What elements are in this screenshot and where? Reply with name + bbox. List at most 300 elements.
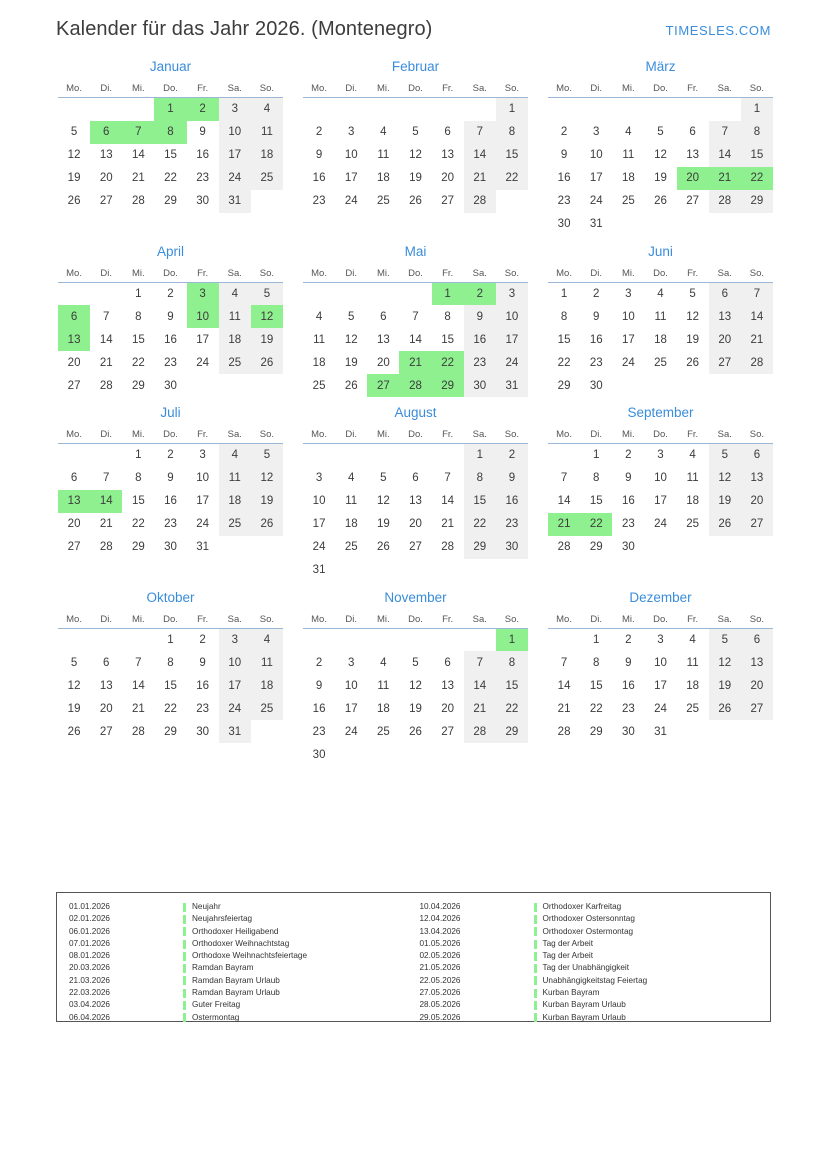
day-cell[interactable]: 11 bbox=[219, 467, 251, 490]
day-cell[interactable]: 6 bbox=[444, 656, 451, 669]
day-cell[interactable]: 11 bbox=[251, 121, 283, 144]
day-cell[interactable]: 24 bbox=[496, 351, 528, 374]
day-cell[interactable]: 4 bbox=[380, 656, 387, 669]
day-cell[interactable]: 30 bbox=[557, 218, 571, 230]
day-cell[interactable]: 19 bbox=[709, 490, 741, 513]
day-cell[interactable]: 30 bbox=[196, 725, 210, 738]
day-cell[interactable]: 30 bbox=[164, 379, 177, 392]
day-cell[interactable]: 18 bbox=[251, 674, 283, 697]
day-cell[interactable]: 15 bbox=[131, 333, 145, 346]
day-cell[interactable]: 3 bbox=[315, 472, 323, 484]
day-cell[interactable]: 19 bbox=[409, 172, 422, 184]
day-cell[interactable]: 5 bbox=[380, 472, 387, 484]
day-cell[interactable]: 28 bbox=[131, 195, 145, 207]
day-cell[interactable]: 7 bbox=[560, 656, 568, 669]
day-cell[interactable]: 4 bbox=[380, 126, 387, 138]
day-cell[interactable]: 27 bbox=[709, 351, 741, 374]
day-cell[interactable]: 31 bbox=[219, 720, 251, 743]
day-cell[interactable]: 17 bbox=[196, 495, 210, 507]
day-cell[interactable]: 22 bbox=[464, 513, 496, 536]
day-cell[interactable]: 25 bbox=[344, 541, 358, 553]
day-cell[interactable]: 14 bbox=[409, 333, 422, 346]
day-cell[interactable]: 10 bbox=[654, 472, 667, 484]
day-cell[interactable]: 6 bbox=[689, 126, 696, 138]
day-cell[interactable]: 12 bbox=[251, 305, 283, 328]
day-cell[interactable]: 25 bbox=[219, 513, 251, 536]
day-cell[interactable]: 8 bbox=[741, 121, 773, 144]
day-cell[interactable]: 20 bbox=[441, 702, 455, 715]
day-cell[interactable]: 2 bbox=[464, 282, 496, 305]
day-cell[interactable]: 13 bbox=[686, 149, 700, 161]
day-cell[interactable]: 31 bbox=[496, 374, 528, 397]
day-cell[interactable]: 3 bbox=[625, 287, 632, 300]
day-cell[interactable]: 4 bbox=[657, 287, 664, 300]
day-cell[interactable]: 20 bbox=[99, 702, 113, 715]
day-cell[interactable]: 21 bbox=[131, 172, 145, 184]
day-cell[interactable]: 23 bbox=[464, 351, 496, 374]
day-cell[interactable]: 6 bbox=[412, 472, 419, 484]
day-cell[interactable]: 15 bbox=[164, 149, 177, 161]
day-cell[interactable]: 21 bbox=[548, 513, 580, 536]
day-cell[interactable]: 5 bbox=[70, 656, 78, 669]
day-cell[interactable]: 30 bbox=[312, 748, 326, 761]
day-cell[interactable]: 20 bbox=[67, 518, 81, 530]
day-cell[interactable]: 11 bbox=[377, 679, 390, 692]
day-cell[interactable]: 5 bbox=[412, 656, 419, 669]
day-cell[interactable]: 15 bbox=[496, 674, 528, 697]
day-cell[interactable]: 18 bbox=[376, 172, 390, 184]
day-cell[interactable]: 12 bbox=[409, 149, 422, 161]
day-cell[interactable]: 18 bbox=[686, 679, 700, 692]
day-cell[interactable]: 10 bbox=[187, 305, 219, 328]
day-cell[interactable]: 13 bbox=[709, 305, 741, 328]
day-cell[interactable]: 24 bbox=[219, 697, 251, 720]
day-cell[interactable]: 26 bbox=[251, 513, 283, 536]
day-cell[interactable]: 3 bbox=[496, 282, 528, 305]
day-cell[interactable]: 27 bbox=[686, 195, 700, 207]
day-cell[interactable]: 17 bbox=[344, 172, 358, 184]
day-cell[interactable]: 23 bbox=[557, 195, 571, 207]
day-cell[interactable]: 23 bbox=[589, 356, 603, 369]
day-cell[interactable]: 26 bbox=[344, 379, 358, 392]
day-cell[interactable]: 22 bbox=[557, 356, 571, 369]
day-cell[interactable]: 19 bbox=[686, 333, 700, 346]
day-cell[interactable]: 14 bbox=[709, 144, 741, 167]
day-cell[interactable]: 25 bbox=[686, 702, 700, 715]
day-cell[interactable]: 17 bbox=[621, 333, 635, 346]
day-cell[interactable]: 14 bbox=[557, 495, 571, 507]
day-cell[interactable]: 6 bbox=[741, 444, 773, 467]
day-cell[interactable]: 17 bbox=[654, 495, 667, 507]
day-cell[interactable]: 6 bbox=[741, 628, 773, 651]
day-cell[interactable]: 5 bbox=[348, 310, 355, 323]
day-cell[interactable]: 3 bbox=[348, 656, 355, 669]
day-cell[interactable]: 6 bbox=[90, 121, 122, 144]
day-cell[interactable]: 10 bbox=[219, 651, 251, 674]
day-cell[interactable]: 2 bbox=[187, 98, 219, 121]
day-cell[interactable]: 6 bbox=[380, 310, 387, 323]
day-cell[interactable]: 14 bbox=[741, 305, 773, 328]
day-cell[interactable]: 9 bbox=[625, 472, 632, 484]
day-cell[interactable]: 18 bbox=[344, 518, 358, 530]
day-cell[interactable]: 6 bbox=[58, 305, 90, 328]
day-cell[interactable]: 15 bbox=[441, 333, 455, 346]
day-cell[interactable]: 17 bbox=[589, 172, 603, 184]
day-cell[interactable]: 14 bbox=[464, 674, 496, 697]
day-cell[interactable]: 30 bbox=[464, 374, 496, 397]
day-cell[interactable]: 26 bbox=[251, 351, 283, 374]
day-cell[interactable]: 22 bbox=[580, 513, 612, 536]
day-cell[interactable]: 21 bbox=[709, 167, 741, 190]
day-cell[interactable]: 2 bbox=[199, 633, 206, 646]
day-cell[interactable]: 7 bbox=[122, 121, 154, 144]
day-cell[interactable]: 9 bbox=[625, 656, 632, 669]
day-cell[interactable]: 9 bbox=[167, 472, 174, 484]
day-cell[interactable]: 30 bbox=[589, 379, 603, 392]
day-cell[interactable]: 1 bbox=[741, 98, 773, 121]
day-cell[interactable]: 17 bbox=[496, 328, 528, 351]
day-cell[interactable]: 20 bbox=[741, 490, 773, 513]
day-cell[interactable]: 2 bbox=[560, 126, 568, 138]
day-cell[interactable]: 21 bbox=[131, 702, 145, 715]
day-cell[interactable]: 31 bbox=[312, 564, 326, 576]
day-cell[interactable]: 8 bbox=[444, 310, 451, 323]
day-cell[interactable]: 29 bbox=[164, 195, 177, 207]
day-cell[interactable]: 20 bbox=[67, 356, 81, 369]
day-cell[interactable]: 1 bbox=[496, 628, 528, 651]
day-cell[interactable]: 9 bbox=[315, 679, 323, 692]
day-cell[interactable]: 8 bbox=[593, 656, 600, 669]
day-cell[interactable]: 13 bbox=[99, 679, 113, 692]
day-cell[interactable]: 26 bbox=[709, 697, 741, 720]
day-cell[interactable]: 26 bbox=[376, 541, 390, 553]
day-cell[interactable]: 7 bbox=[444, 472, 451, 484]
day-cell[interactable]: 23 bbox=[164, 518, 177, 530]
day-cell[interactable]: 12 bbox=[409, 679, 422, 692]
day-cell[interactable]: 12 bbox=[709, 467, 741, 490]
day-cell[interactable]: 23 bbox=[164, 356, 177, 369]
day-cell[interactable]: 30 bbox=[496, 536, 528, 559]
day-cell[interactable]: 15 bbox=[496, 144, 528, 167]
day-cell[interactable]: 22 bbox=[131, 356, 145, 369]
day-cell[interactable]: 8 bbox=[135, 472, 142, 484]
day-cell[interactable]: 12 bbox=[67, 679, 81, 692]
day-cell[interactable]: 11 bbox=[219, 305, 251, 328]
day-cell[interactable]: 5 bbox=[657, 126, 664, 138]
day-cell[interactable]: 4 bbox=[219, 282, 251, 305]
day-cell[interactable]: 11 bbox=[686, 656, 699, 669]
day-cell[interactable]: 14 bbox=[99, 333, 113, 346]
day-cell[interactable]: 12 bbox=[251, 467, 283, 490]
day-cell[interactable]: 20 bbox=[677, 167, 709, 190]
day-cell[interactable]: 21 bbox=[441, 518, 455, 530]
day-cell[interactable]: 21 bbox=[99, 518, 113, 530]
day-cell[interactable]: 1 bbox=[464, 444, 496, 467]
day-cell[interactable]: 19 bbox=[654, 172, 667, 184]
day-cell[interactable]: 24 bbox=[344, 725, 358, 738]
day-cell[interactable]: 7 bbox=[560, 472, 568, 484]
day-cell[interactable]: 30 bbox=[621, 725, 635, 738]
day-cell[interactable]: 19 bbox=[344, 356, 358, 369]
day-cell[interactable]: 24 bbox=[344, 195, 358, 207]
day-cell[interactable]: 18 bbox=[219, 328, 251, 351]
day-cell[interactable]: 22 bbox=[432, 351, 464, 374]
day-cell[interactable]: 13 bbox=[58, 328, 90, 351]
day-cell[interactable]: 2 bbox=[593, 287, 600, 300]
day-cell[interactable]: 5 bbox=[709, 628, 741, 651]
day-cell[interactable]: 21 bbox=[464, 697, 496, 720]
day-cell[interactable]: 9 bbox=[464, 305, 496, 328]
day-cell[interactable]: 25 bbox=[686, 518, 700, 530]
day-cell[interactable]: 28 bbox=[557, 541, 571, 553]
day-cell[interactable]: 4 bbox=[625, 126, 632, 138]
day-cell[interactable]: 18 bbox=[219, 490, 251, 513]
day-cell[interactable]: 8 bbox=[464, 467, 496, 490]
day-cell[interactable]: 23 bbox=[196, 702, 210, 715]
day-cell[interactable]: 11 bbox=[377, 149, 390, 161]
day-cell[interactable]: 16 bbox=[164, 495, 177, 507]
day-cell[interactable]: 25 bbox=[251, 167, 283, 190]
day-cell[interactable]: 19 bbox=[376, 518, 390, 530]
day-cell[interactable]: 27 bbox=[441, 725, 455, 738]
day-cell[interactable]: 22 bbox=[496, 697, 528, 720]
day-cell[interactable]: 3 bbox=[199, 449, 206, 462]
day-cell[interactable]: 21 bbox=[464, 167, 496, 190]
day-cell[interactable]: 11 bbox=[622, 149, 635, 161]
day-cell[interactable]: 27 bbox=[67, 379, 81, 392]
day-cell[interactable]: 9 bbox=[560, 149, 568, 161]
day-cell[interactable]: 31 bbox=[196, 541, 210, 553]
day-cell[interactable]: 29 bbox=[496, 720, 528, 743]
day-cell[interactable]: 17 bbox=[344, 702, 358, 715]
day-cell[interactable]: 22 bbox=[164, 702, 177, 715]
day-cell[interactable]: 25 bbox=[251, 697, 283, 720]
day-cell[interactable]: 9 bbox=[199, 126, 206, 138]
day-cell[interactable]: 28 bbox=[441, 541, 455, 553]
day-cell[interactable]: 14 bbox=[90, 490, 122, 513]
day-cell[interactable]: 30 bbox=[621, 541, 635, 553]
day-cell[interactable]: 17 bbox=[312, 518, 326, 530]
day-cell[interactable]: 1 bbox=[560, 287, 568, 300]
day-cell[interactable]: 2 bbox=[625, 449, 632, 462]
day-cell[interactable]: 5 bbox=[412, 126, 419, 138]
day-cell[interactable]: 7 bbox=[135, 656, 142, 669]
day-cell[interactable]: 3 bbox=[593, 126, 600, 138]
day-cell[interactable]: 27 bbox=[99, 195, 113, 207]
day-cell[interactable]: 7 bbox=[412, 310, 419, 323]
day-cell[interactable]: 10 bbox=[344, 679, 358, 692]
day-cell[interactable]: 26 bbox=[409, 195, 422, 207]
day-cell[interactable]: 28 bbox=[399, 374, 431, 397]
day-cell[interactable]: 20 bbox=[741, 674, 773, 697]
day-cell[interactable]: 27 bbox=[409, 541, 422, 553]
day-cell[interactable]: 16 bbox=[557, 172, 571, 184]
day-cell[interactable]: 3 bbox=[657, 449, 664, 462]
day-cell[interactable]: 16 bbox=[496, 490, 528, 513]
day-cell[interactable]: 17 bbox=[219, 144, 251, 167]
day-cell[interactable]: 23 bbox=[621, 518, 635, 530]
day-cell[interactable]: 21 bbox=[557, 702, 571, 715]
day-cell[interactable]: 16 bbox=[312, 172, 326, 184]
day-cell[interactable]: 3 bbox=[219, 98, 251, 121]
day-cell[interactable]: 8 bbox=[496, 121, 528, 144]
day-cell[interactable]: 28 bbox=[464, 190, 496, 213]
day-cell[interactable]: 14 bbox=[131, 149, 145, 161]
day-cell[interactable]: 9 bbox=[315, 149, 323, 161]
day-cell[interactable]: 20 bbox=[409, 518, 422, 530]
day-cell[interactable]: 24 bbox=[312, 541, 326, 553]
day-cell[interactable]: 15 bbox=[164, 679, 177, 692]
day-cell[interactable]: 27 bbox=[741, 697, 773, 720]
day-cell[interactable]: 21 bbox=[399, 351, 431, 374]
day-cell[interactable]: 13 bbox=[99, 149, 113, 161]
day-cell[interactable]: 27 bbox=[441, 195, 455, 207]
day-cell[interactable]: 13 bbox=[741, 651, 773, 674]
day-cell[interactable]: 17 bbox=[196, 333, 210, 346]
day-cell[interactable]: 29 bbox=[557, 379, 571, 392]
day-cell[interactable]: 10 bbox=[496, 305, 528, 328]
day-cell[interactable]: 5 bbox=[251, 444, 283, 467]
day-cell[interactable]: 18 bbox=[312, 356, 326, 369]
day-cell[interactable]: 10 bbox=[196, 472, 210, 484]
day-cell[interactable]: 7 bbox=[464, 121, 496, 144]
day-cell[interactable]: 13 bbox=[441, 149, 455, 161]
day-cell[interactable]: 18 bbox=[251, 144, 283, 167]
day-cell[interactable]: 7 bbox=[464, 651, 496, 674]
day-cell[interactable]: 3 bbox=[219, 628, 251, 651]
day-cell[interactable]: 8 bbox=[154, 121, 186, 144]
day-cell[interactable]: 25 bbox=[219, 351, 251, 374]
day-cell[interactable]: 28 bbox=[741, 351, 773, 374]
day-cell[interactable]: 23 bbox=[621, 702, 635, 715]
day-cell[interactable]: 3 bbox=[187, 282, 219, 305]
day-cell[interactable]: 4 bbox=[348, 472, 355, 484]
day-cell[interactable]: 2 bbox=[496, 444, 528, 467]
day-cell[interactable]: 24 bbox=[196, 356, 210, 369]
day-cell[interactable]: 26 bbox=[709, 513, 741, 536]
day-cell[interactable]: 8 bbox=[496, 651, 528, 674]
day-cell[interactable]: 6 bbox=[444, 126, 451, 138]
day-cell[interactable]: 29 bbox=[432, 374, 464, 397]
day-cell[interactable]: 15 bbox=[741, 144, 773, 167]
day-cell[interactable]: 22 bbox=[164, 172, 177, 184]
day-cell[interactable]: 10 bbox=[344, 149, 358, 161]
day-cell[interactable]: 24 bbox=[219, 167, 251, 190]
day-cell[interactable]: 4 bbox=[689, 633, 696, 646]
day-cell[interactable]: 3 bbox=[348, 126, 355, 138]
day-cell[interactable]: 7 bbox=[103, 310, 110, 323]
day-cell[interactable]: 31 bbox=[219, 190, 251, 213]
day-cell[interactable]: 3 bbox=[657, 633, 664, 646]
day-cell[interactable]: 18 bbox=[654, 333, 667, 346]
day-cell[interactable]: 23 bbox=[312, 195, 326, 207]
day-cell[interactable]: 18 bbox=[376, 702, 390, 715]
day-cell[interactable]: 12 bbox=[376, 495, 390, 507]
day-cell[interactable]: 31 bbox=[589, 218, 603, 230]
day-cell[interactable]: 17 bbox=[219, 674, 251, 697]
day-cell[interactable]: 1 bbox=[135, 449, 142, 462]
day-cell[interactable]: 8 bbox=[560, 310, 568, 323]
day-cell[interactable]: 5 bbox=[251, 282, 283, 305]
day-cell[interactable]: 24 bbox=[654, 518, 667, 530]
day-cell[interactable]: 24 bbox=[654, 702, 667, 715]
day-cell[interactable]: 9 bbox=[167, 310, 174, 323]
day-cell[interactable]: 25 bbox=[654, 356, 667, 369]
day-cell[interactable]: 29 bbox=[589, 725, 603, 738]
day-cell[interactable]: 28 bbox=[557, 725, 571, 738]
day-cell[interactable]: 15 bbox=[131, 495, 145, 507]
day-cell[interactable]: 28 bbox=[99, 379, 113, 392]
day-cell[interactable]: 26 bbox=[409, 725, 422, 738]
day-cell[interactable]: 13 bbox=[409, 495, 422, 507]
day-cell[interactable]: 29 bbox=[164, 725, 177, 738]
day-cell[interactable]: 1 bbox=[432, 282, 464, 305]
day-cell[interactable]: 28 bbox=[709, 190, 741, 213]
day-cell[interactable]: 15 bbox=[464, 490, 496, 513]
day-cell[interactable]: 7 bbox=[103, 472, 110, 484]
day-cell[interactable]: 15 bbox=[589, 679, 603, 692]
day-cell[interactable]: 6 bbox=[709, 282, 741, 305]
day-cell[interactable]: 6 bbox=[70, 472, 78, 484]
day-cell[interactable]: 2 bbox=[167, 449, 174, 462]
day-cell[interactable]: 5 bbox=[709, 444, 741, 467]
day-cell[interactable]: 18 bbox=[686, 495, 700, 507]
day-cell[interactable]: 9 bbox=[496, 467, 528, 490]
day-cell[interactable]: 10 bbox=[312, 495, 326, 507]
day-cell[interactable]: 14 bbox=[557, 679, 571, 692]
day-cell[interactable]: 25 bbox=[312, 379, 326, 392]
day-cell[interactable]: 7 bbox=[741, 282, 773, 305]
day-cell[interactable]: 13 bbox=[741, 467, 773, 490]
day-cell[interactable]: 11 bbox=[686, 472, 699, 484]
day-cell[interactable]: 15 bbox=[557, 333, 571, 346]
day-cell[interactable]: 2 bbox=[315, 656, 323, 669]
day-cell[interactable]: 21 bbox=[741, 328, 773, 351]
day-cell[interactable]: 30 bbox=[196, 195, 210, 207]
day-cell[interactable]: 29 bbox=[464, 536, 496, 559]
day-cell[interactable]: 4 bbox=[315, 310, 323, 323]
day-cell[interactable]: 4 bbox=[251, 628, 283, 651]
day-cell[interactable]: 27 bbox=[741, 513, 773, 536]
day-cell[interactable]: 27 bbox=[367, 374, 399, 397]
day-cell[interactable]: 10 bbox=[589, 149, 603, 161]
day-cell[interactable]: 28 bbox=[131, 725, 145, 738]
day-cell[interactable]: 10 bbox=[621, 310, 635, 323]
day-cell[interactable]: 20 bbox=[441, 172, 455, 184]
day-cell[interactable]: 10 bbox=[654, 656, 667, 669]
day-cell[interactable]: 1 bbox=[154, 98, 186, 121]
day-cell[interactable]: 23 bbox=[496, 513, 528, 536]
day-cell[interactable]: 2 bbox=[625, 633, 632, 646]
day-cell[interactable]: 21 bbox=[99, 356, 113, 369]
day-cell[interactable]: 16 bbox=[621, 679, 635, 692]
day-cell[interactable]: 19 bbox=[251, 328, 283, 351]
day-cell[interactable]: 2 bbox=[167, 287, 174, 300]
day-cell[interactable]: 24 bbox=[621, 356, 635, 369]
day-cell[interactable]: 26 bbox=[67, 725, 81, 738]
day-cell[interactable]: 22 bbox=[589, 702, 603, 715]
day-cell[interactable]: 12 bbox=[686, 310, 700, 323]
day-cell[interactable]: 27 bbox=[99, 725, 113, 738]
day-cell[interactable]: 15 bbox=[589, 495, 603, 507]
day-cell[interactable]: 12 bbox=[709, 651, 741, 674]
day-cell[interactable]: 25 bbox=[376, 195, 390, 207]
day-cell[interactable]: 14 bbox=[131, 679, 145, 692]
day-cell[interactable]: 27 bbox=[67, 541, 81, 553]
day-cell[interactable]: 6 bbox=[103, 656, 110, 669]
day-cell[interactable]: 1 bbox=[135, 287, 142, 300]
day-cell[interactable]: 8 bbox=[167, 656, 174, 669]
